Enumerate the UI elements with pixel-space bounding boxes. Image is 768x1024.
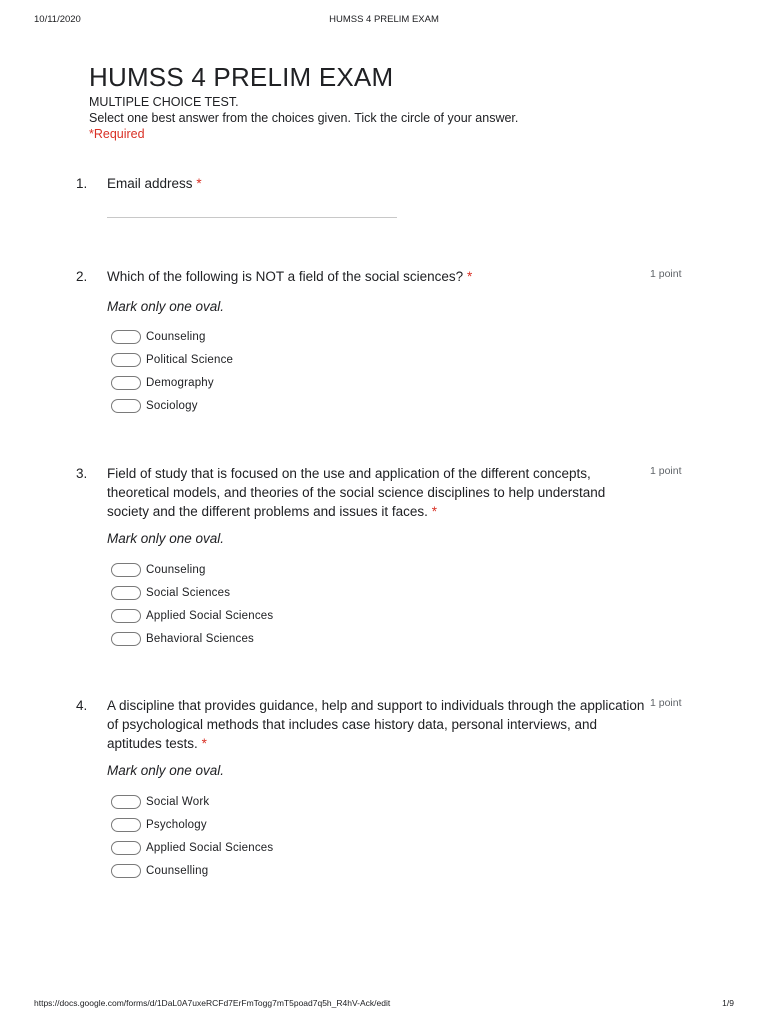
question-1 <box>76 174 696 234</box>
options-group <box>111 325 233 417</box>
option-counseling[interactable] <box>111 325 233 348</box>
option-applied-social-sciences[interactable] <box>111 604 273 627</box>
question-label: Field of study that is focused on the use and application of the different concepts, theoretical models, and theories of the social science disciplines to help understand society and the different problems and issues it faces. <box>107 466 606 519</box>
instruction-text: Mark only one oval. <box>107 299 225 314</box>
option-sociology[interactable] <box>111 394 233 417</box>
option-label: Social Work <box>146 795 210 808</box>
instruction-text: Mark only one oval. <box>107 531 225 546</box>
option-label: Sociology <box>146 399 198 412</box>
option-political-science[interactable] <box>111 348 233 371</box>
option-label: Counseling <box>146 563 206 576</box>
radio-oval[interactable] <box>111 864 141 878</box>
option-label: Counseling <box>146 330 206 343</box>
question-number: 2. <box>76 269 88 284</box>
option-psychology[interactable] <box>111 813 273 836</box>
question-label: Email address <box>107 176 193 191</box>
required-asterisk: * <box>196 176 202 191</box>
points-label: 1 point <box>650 465 682 477</box>
radio-oval[interactable] <box>111 563 141 577</box>
option-label: Political Science <box>146 353 234 366</box>
required-asterisk: * <box>466 269 473 284</box>
form-title: HUMSS 4 PRELIM EXAM <box>89 62 394 92</box>
radio-oval[interactable] <box>111 841 141 855</box>
required-note: *Required <box>89 127 145 141</box>
option-label: Counselling <box>146 864 209 877</box>
radio-oval[interactable] <box>111 818 141 832</box>
option-counselling[interactable] <box>111 859 273 882</box>
question-label: Which of the following is NOT a field of the social sciences? <box>107 269 464 284</box>
form-description-line-2: Select one best answer from the choices given. Tick the circle of your answer. <box>89 111 519 125</box>
radio-oval[interactable] <box>111 632 141 646</box>
radio-oval[interactable] <box>111 586 141 600</box>
option-social-work[interactable] <box>111 790 273 813</box>
option-label: Demography <box>146 376 214 389</box>
print-title: HUMSS 4 PRELIM EXAM <box>329 14 439 25</box>
radio-oval[interactable] <box>111 353 141 367</box>
radio-oval[interactable] <box>111 795 141 809</box>
question-2 <box>76 267 696 427</box>
options-group <box>111 558 273 650</box>
question-4 <box>76 696 696 886</box>
option-counseling[interactable] <box>111 558 273 581</box>
required-asterisk: * <box>201 736 207 751</box>
option-label: Behavioral Sciences <box>146 632 254 645</box>
form-description-line-1: MULTIPLE CHOICE TEST. <box>89 95 239 109</box>
radio-oval[interactable] <box>111 330 141 344</box>
option-label: Applied Social Sciences <box>146 841 274 854</box>
page-url: https://docs.google.com/forms/d/1DaL0A7uxeRCFd7ErFmTogg7mT5poad7q5h_R4hV-Ack/edit <box>34 998 391 1008</box>
points-label: 1 point <box>650 697 682 709</box>
question-text <box>107 174 647 193</box>
radio-oval[interactable] <box>111 609 141 623</box>
form-header <box>89 62 689 142</box>
question-label: A discipline that provides guidance, help and support to individuals through the application of psychological methods that includes case history data, personal interviews, and aptitudes tests. <box>107 698 645 751</box>
option-label: Psychology <box>146 818 207 831</box>
form-description <box>89 94 689 126</box>
question-text <box>107 267 647 286</box>
radio-oval[interactable] <box>111 376 141 390</box>
question-number: 4. <box>76 698 88 713</box>
radio-oval[interactable] <box>111 399 141 413</box>
email-input[interactable] <box>107 217 397 218</box>
print-date: 10/11/2020 <box>34 14 81 25</box>
page-number: 1/9 <box>722 998 734 1008</box>
option-demography[interactable] <box>111 371 233 394</box>
question-number: 3. <box>76 466 88 481</box>
option-label: Social Sciences <box>146 586 231 599</box>
required-asterisk: * <box>431 504 437 519</box>
options-group <box>111 790 273 882</box>
print-header <box>34 14 734 26</box>
question-text <box>107 464 647 521</box>
option-behavioral-sciences[interactable] <box>111 627 273 650</box>
question-3 <box>76 464 696 654</box>
option-social-sciences[interactable] <box>111 581 273 604</box>
print-footer <box>34 998 734 1010</box>
instruction-text: Mark only one oval. <box>107 763 225 778</box>
points-label: 1 point <box>650 268 682 280</box>
option-label: Applied Social Sciences <box>146 609 274 622</box>
option-applied-social-sciences[interactable] <box>111 836 273 859</box>
question-number: 1. <box>76 176 88 191</box>
question-text <box>107 696 647 753</box>
